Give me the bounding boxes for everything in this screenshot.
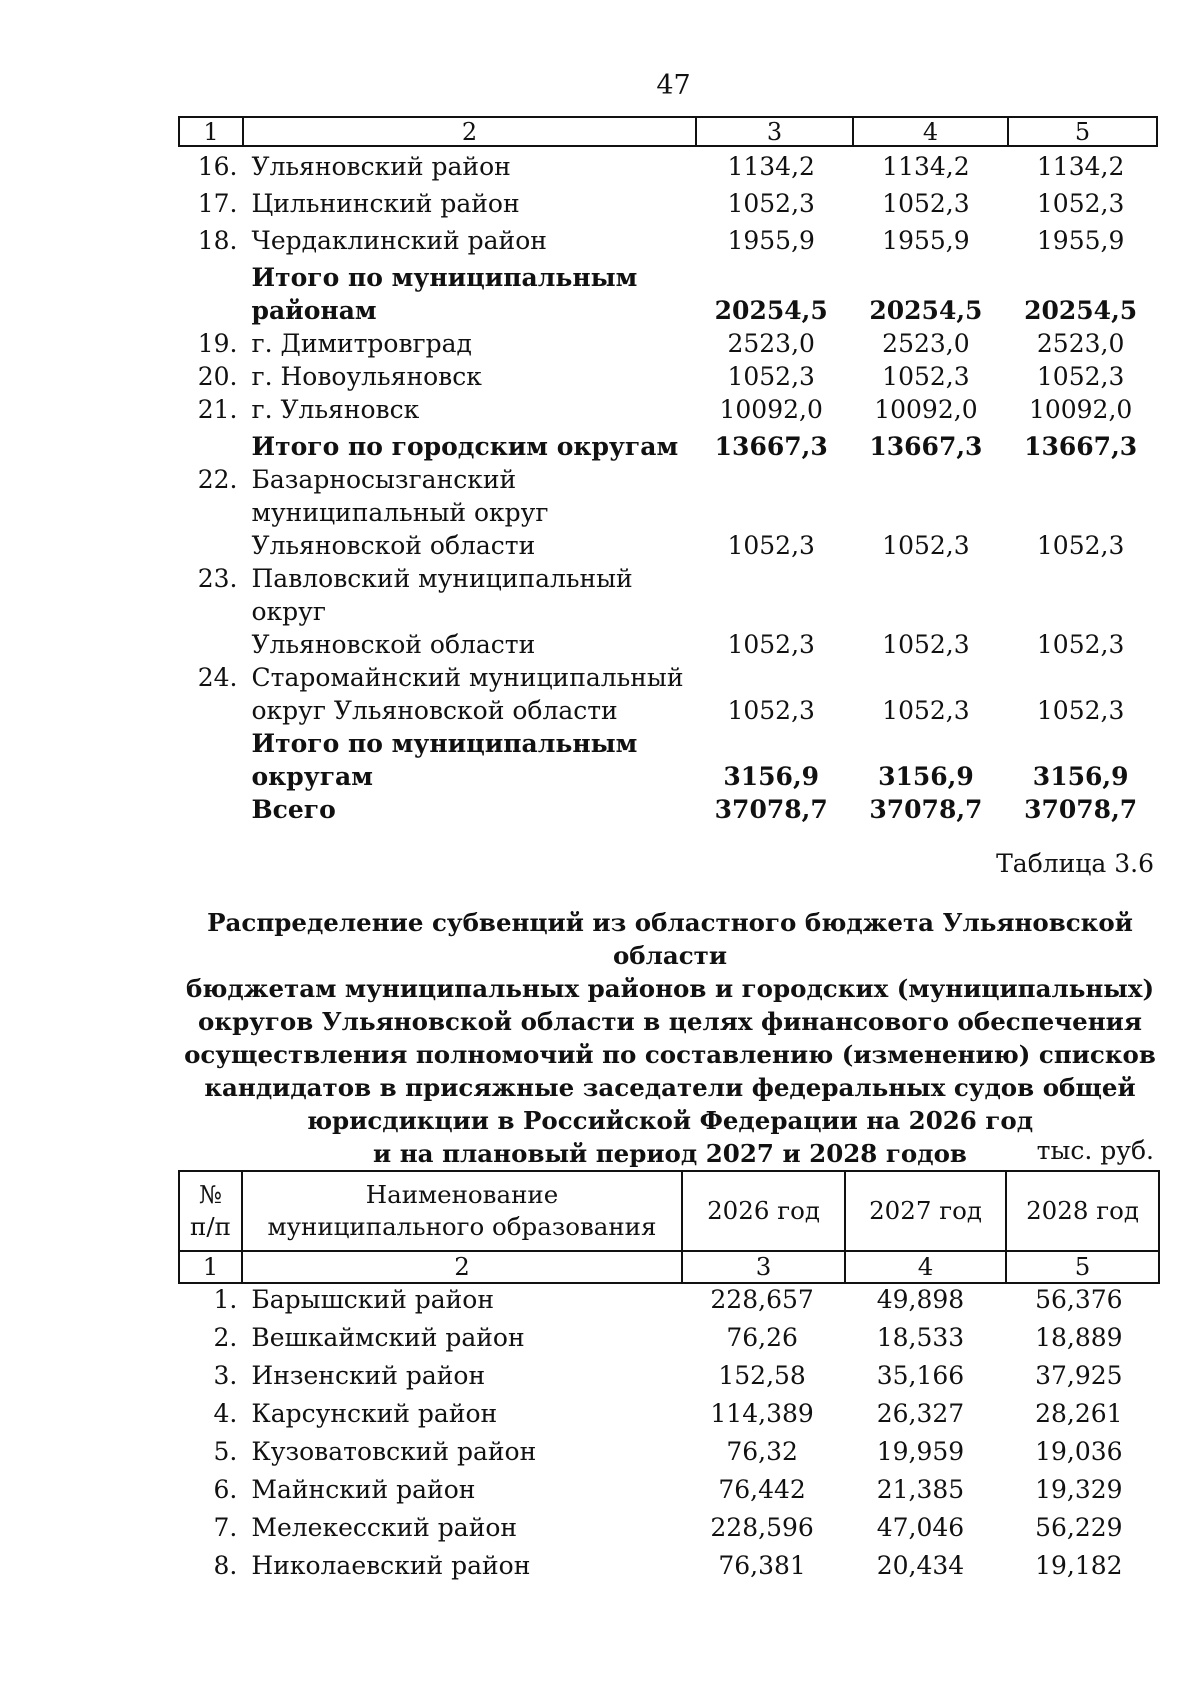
row-number: 17.	[197, 189, 238, 218]
row-name-line: округ Ульяновской области	[251, 696, 618, 725]
row-value-2026: 228,657	[710, 1285, 814, 1314]
row-name: Кузоватовский район	[251, 1437, 537, 1466]
row-value-5: 1052,3	[1036, 189, 1125, 218]
table-row	[178, 393, 1158, 426]
row-number: 4.	[213, 1399, 238, 1428]
row-value-2028: 28,261	[1035, 1399, 1123, 1428]
row-value-5: 1134,2	[1036, 152, 1125, 181]
row-value-5: 1052,3	[1036, 362, 1125, 391]
row-number: 1.	[213, 1285, 238, 1314]
row-value-3: 20254,5	[714, 296, 828, 325]
row-value-4: 13667,3	[869, 432, 983, 461]
table-row	[178, 1281, 1158, 1319]
row-value-5: 10092,0	[1028, 395, 1133, 424]
title-line: бюджетам муниципальных районов и городских (муниципальных)	[185, 974, 1155, 1003]
row-value-3: 13667,3	[714, 432, 828, 461]
row-value-2026: 76,442	[718, 1475, 806, 1504]
row-value-2027: 21,385	[876, 1475, 965, 1504]
row-name: г. Димитровград	[251, 329, 472, 358]
row-number: 21.	[197, 395, 238, 424]
row-value-3: 3156,9	[723, 762, 820, 791]
row-name-line: Ульяновской области	[251, 531, 536, 560]
row-value-3: 1955,9	[727, 226, 815, 255]
table-row	[178, 187, 1158, 220]
row-value-2026: 228,596	[710, 1513, 814, 1542]
table2-header-names	[180, 1172, 1158, 1252]
table2-index-col-5: 5	[1005, 1252, 1158, 1282]
row-value-2027: 47,046	[876, 1513, 965, 1542]
row-value-2027: 20,434	[876, 1551, 965, 1580]
table1-header-col-4: 4	[852, 118, 1007, 145]
row-value-5: 1052,3	[1036, 531, 1125, 560]
table-row	[178, 661, 1158, 727]
row-value-2028: 37,925	[1035, 1361, 1123, 1390]
row-value-2028: 18,889	[1035, 1323, 1123, 1352]
row-value-3: 1052,3	[727, 630, 815, 659]
row-value-2026: 76,381	[718, 1551, 806, 1580]
row-name: Итого по городским округам	[251, 432, 679, 461]
row-value-3: 1052,3	[727, 531, 815, 560]
row-name	[248, 261, 694, 327]
table-row	[178, 150, 1158, 183]
title-line: осуществления полномочий по составлению (изменению) списков	[184, 1040, 1156, 1069]
table1-header-col-3: 3	[695, 118, 852, 145]
row-value-2027: 18,533	[876, 1323, 965, 1352]
subtotal-row	[178, 261, 1158, 327]
table-row	[178, 1471, 1158, 1509]
units-label: тыс. руб.	[1036, 1136, 1154, 1165]
row-name-line: Базарносызганский	[251, 465, 517, 494]
row-value-3: 1052,3	[727, 362, 815, 391]
row-number: 8.	[213, 1551, 238, 1580]
row-value-3: 1052,3	[727, 696, 815, 725]
table2-header-col-2	[241, 1172, 681, 1250]
row-name	[248, 463, 694, 562]
row-name	[248, 661, 694, 727]
row-value-3: 1052,3	[727, 189, 815, 218]
title-line: и на плановый период 2027 и 2028 годов	[373, 1139, 967, 1168]
row-value-4: 1052,3	[882, 189, 970, 218]
table-row	[178, 1509, 1158, 1547]
row-value-2028: 56,229	[1035, 1513, 1123, 1542]
table2-header	[178, 1170, 1160, 1284]
title-line: округов Ульяновской области в целях финансового обеспечения	[198, 1007, 1142, 1036]
row-value-3: 1134,2	[727, 152, 815, 181]
row-value-5: 37078,7	[1024, 795, 1138, 824]
row-value-5: 13667,3	[1024, 432, 1138, 461]
row-value-5: 2523,0	[1036, 329, 1125, 358]
row-value-3: 37078,7	[714, 795, 828, 824]
table-row	[178, 562, 1158, 661]
table2-header-col-3: 2026 год	[681, 1172, 844, 1250]
table-row	[178, 360, 1158, 393]
row-value-2028: 19,036	[1035, 1437, 1123, 1466]
row-name: Чердаклинский район	[251, 226, 547, 255]
row-name-line: Старомайнский муниципальный	[251, 663, 684, 692]
table-row	[178, 1319, 1158, 1357]
row-name: г. Новоульяновск	[251, 362, 482, 391]
title-line: юрисдикции в Российской Федерации на 2026 год	[306, 1106, 1034, 1135]
table1-header-col-1: 1	[203, 117, 219, 146]
row-name: Ульяновский район	[251, 152, 511, 181]
table-title	[180, 906, 1160, 1170]
row-number: 24.	[197, 663, 238, 692]
row-name: Мелекесский район	[251, 1513, 518, 1542]
row-name: Всего	[251, 795, 336, 824]
header-line: п/п	[190, 1212, 231, 1241]
row-number: 7.	[213, 1513, 238, 1542]
table2-index-col-3: 3	[681, 1252, 844, 1282]
row-value-2027: 19,959	[876, 1437, 965, 1466]
row-value-4: 10092,0	[874, 395, 978, 424]
row-value-2028: 56,376	[1035, 1285, 1123, 1314]
row-value-2026: 152,58	[718, 1361, 806, 1390]
row-number: 22.	[197, 465, 238, 494]
row-value-4: 1052,3	[882, 630, 970, 659]
row-value-5: 3156,9	[1032, 762, 1129, 791]
row-value-2028: 19,329	[1035, 1475, 1123, 1504]
table-row	[178, 1547, 1158, 1585]
row-value-2027: 49,898	[876, 1285, 965, 1314]
row-name-line: Ульяновской области	[251, 630, 536, 659]
row-name	[248, 727, 694, 793]
row-name: Николаевский район	[251, 1551, 531, 1580]
row-name: Вешкаймский район	[251, 1323, 525, 1352]
row-value-5: 1052,3	[1036, 630, 1125, 659]
row-value-4: 1052,3	[882, 362, 970, 391]
row-value-4: 1134,2	[882, 152, 970, 181]
table-label: Таблица 3.6	[996, 849, 1154, 878]
table2-header-col-1	[180, 1172, 241, 1250]
row-number: 16.	[197, 152, 238, 181]
row-value-5: 20254,5	[1024, 296, 1138, 325]
header-line: муниципального образования	[267, 1212, 657, 1241]
row-value-4: 1052,3	[882, 531, 970, 560]
title-line: Распределение субвенций из областного бюджета Ульяновской области	[207, 908, 1133, 970]
table2-index-col-1: 1	[202, 1252, 219, 1281]
table2-index-col-2: 2	[241, 1252, 681, 1282]
row-name-line: муниципальный округ	[251, 498, 549, 527]
table-row	[178, 1395, 1158, 1433]
row-number: 20.	[197, 362, 238, 391]
table-row	[178, 1357, 1158, 1395]
total-row	[178, 793, 1158, 826]
table2-header-index	[180, 1252, 1158, 1282]
row-value-2028: 19,182	[1035, 1551, 1123, 1580]
table-row	[178, 463, 1158, 562]
row-value-2027: 35,166	[876, 1361, 965, 1390]
row-name-line: Павловский муниципальный округ	[251, 564, 633, 626]
row-value-4: 3156,9	[878, 762, 974, 791]
page-number: 47	[656, 70, 691, 101]
row-name-line: Итого по муниципальным	[251, 729, 638, 758]
row-number: 5.	[213, 1437, 238, 1466]
row-name: Инзенский район	[251, 1361, 486, 1390]
row-name: Карсунский район	[251, 1399, 498, 1428]
row-name: Цильнинский район	[251, 189, 520, 218]
row-name-line: районам	[251, 296, 377, 325]
table2-index-col-4: 4	[844, 1252, 1005, 1282]
row-value-2027: 26,327	[876, 1399, 965, 1428]
row-value-4: 37078,7	[869, 795, 983, 824]
table-row	[178, 1433, 1158, 1471]
row-name: Барышский район	[251, 1285, 494, 1314]
row-value-2026: 76,26	[726, 1323, 798, 1352]
row-number: 23.	[197, 564, 238, 593]
row-value-5: 1955,9	[1036, 226, 1125, 255]
row-name	[248, 562, 694, 661]
row-name: г. Ульяновск	[251, 395, 420, 424]
table-row	[178, 327, 1158, 360]
row-name: Майнский район	[251, 1475, 476, 1504]
table2-header-col-4: 2027 год	[844, 1172, 1005, 1250]
table2-header-col-5: 2028 год	[1005, 1172, 1158, 1250]
row-number: 18.	[197, 226, 238, 255]
table-row	[178, 224, 1158, 257]
row-value-2026: 114,389	[710, 1399, 814, 1428]
row-value-5: 1052,3	[1036, 696, 1125, 725]
row-value-2026: 76,32	[726, 1437, 798, 1466]
header-line: Наименование	[365, 1180, 559, 1209]
row-number: 3.	[213, 1361, 238, 1390]
title-line: кандидатов в присяжные заседатели федеральных судов общей	[204, 1073, 1136, 1102]
header-line: №	[198, 1180, 223, 1209]
table1-header	[178, 116, 1158, 147]
row-value-3: 2523,0	[727, 329, 815, 358]
row-name-line: Итого по муниципальным	[251, 263, 638, 292]
row-value-4: 2523,0	[882, 329, 970, 358]
subtotal-row	[178, 430, 1158, 463]
row-value-4: 1955,9	[882, 226, 970, 255]
row-number: 2.	[213, 1323, 238, 1352]
table2-body	[178, 1281, 1158, 1585]
subtotal-row	[178, 727, 1158, 793]
row-value-3: 10092,0	[719, 395, 823, 424]
row-name-line: округам	[251, 762, 373, 791]
table1-header-col-2: 2	[242, 118, 695, 145]
table1-header-col-5: 5	[1007, 118, 1156, 145]
row-number: 6.	[213, 1475, 238, 1504]
row-number: 19.	[197, 329, 238, 358]
row-value-4: 1052,3	[882, 696, 970, 725]
row-value-4: 20254,5	[869, 296, 983, 325]
table1-body	[178, 150, 1158, 826]
